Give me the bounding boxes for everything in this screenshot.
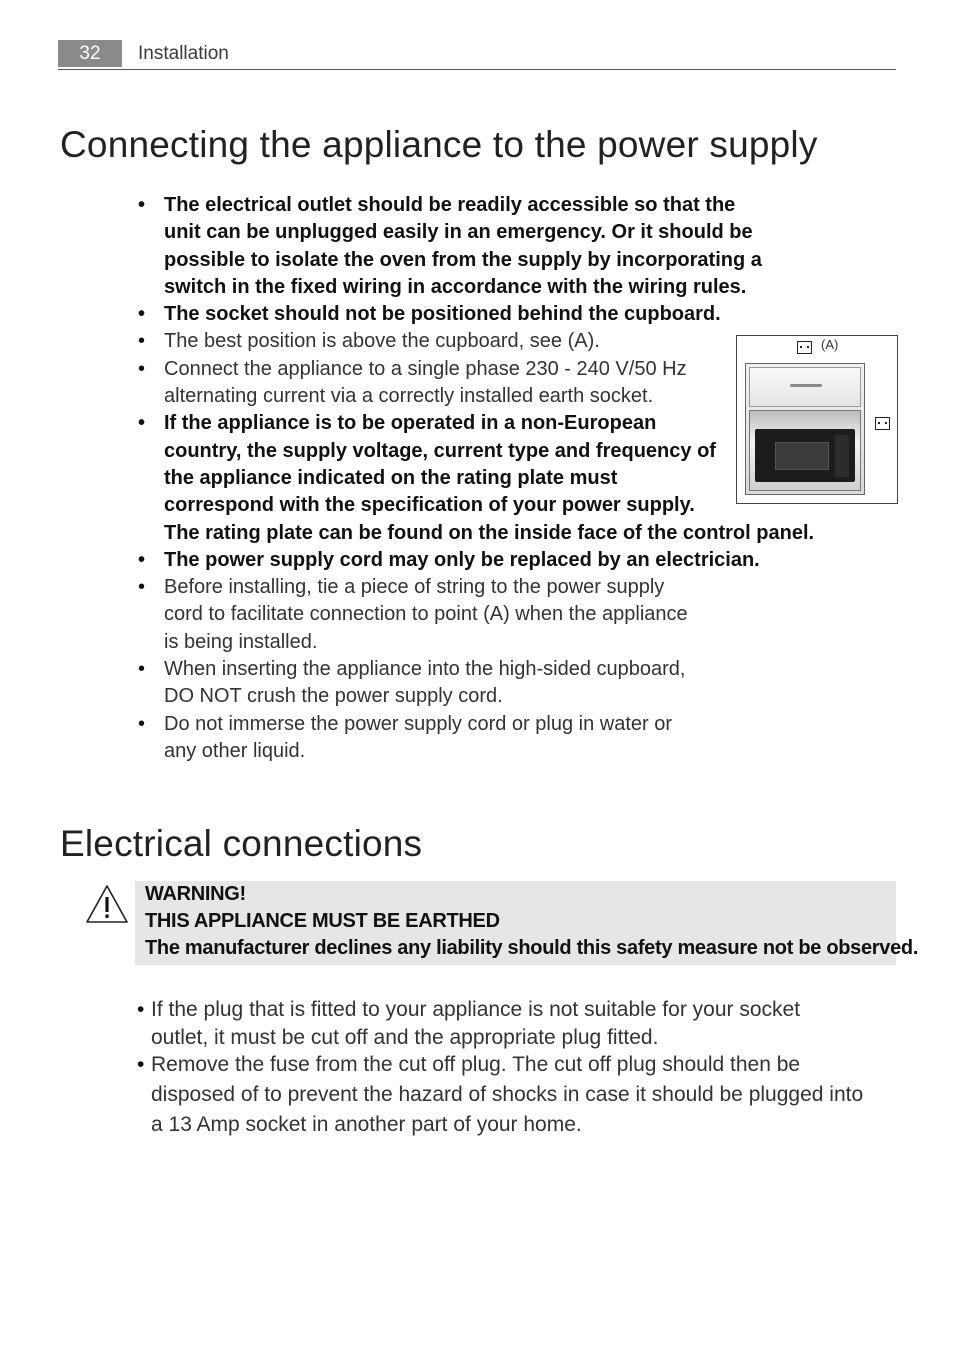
page-header <box>58 40 896 70</box>
oven-door <box>755 429 855 482</box>
oven-illustration <box>749 410 861 491</box>
section-label: Installation <box>138 43 229 64</box>
installation-figure <box>736 335 898 504</box>
electrical-connections-list <box>137 996 897 1140</box>
list-item: • The socket should not be positioned behind the cupboard. <box>136 301 836 328</box>
list-item: • The power supply cord may only be replaced by an electrician. <box>136 547 836 574</box>
page-number: 32 <box>58 40 122 67</box>
list-item: • If the plug that is fitted to your appliance is not suitable for your socket outlet, it must be cut off and the appropriate plug fitted. <box>137 996 897 1052</box>
list-item: • The electrical outlet should be readily accessible so that the unit can be unplugged easily in an emergency. Or it should be possible to isolate the oven from the supply by incorporating a switch in the fixed wiring in accordance with the wiring rules. <box>136 192 836 301</box>
section-title-electrical-connections: Electrical connections <box>60 823 423 864</box>
list-item: • Do not immerse the power supply cord or plug in water or any other liquid. <box>136 711 836 766</box>
warning-liability: The manufacturer declines any liability should this safety measure not be observed. <box>145 937 919 959</box>
oven-window <box>775 442 829 470</box>
cabinet-handle <box>790 384 822 387</box>
list-item: • Remove the fuse from the cut off plug. The cut off plug should then be disposed of to prevent the hazard of shocks in case it should be plugged into a 13 Amp socket in another part of your home. <box>137 1050 897 1140</box>
power-supply-list <box>136 192 839 765</box>
figure-label: (A) <box>821 337 839 352</box>
list-item: • Connect the appliance to a single phase 230 - 240 V/50 Hz alternating current via a correctly installed earth socket. <box>136 356 836 411</box>
socket-icon <box>875 417 890 430</box>
cupboard-illustration <box>745 363 865 495</box>
list-item: • If the appliance is to be operated in a non-European country, the supply voltage, current type and frequency of the appliance indicated on the rating plate must correspond with the specification of your power supply. The rating plate can be found on the inside face of the control panel. <box>136 410 836 546</box>
oven-control-panel <box>835 435 849 477</box>
warning-heading: WARNING! <box>145 883 246 905</box>
list-item: • Before installing, tie a piece of string to the power supply cord to facilitate connection to point (A) when the appliance is being installed. <box>136 574 836 656</box>
upper-cabinet <box>749 367 861 407</box>
list-item: • When inserting the appliance into the high-sided cupboard, DO NOT crush the power supply cord. <box>136 656 836 711</box>
socket-icon <box>797 341 812 354</box>
warning-box <box>135 881 919 965</box>
section-title-power-supply: Connecting the appliance to the power supply <box>60 124 818 165</box>
warning-earthed: THIS APPLIANCE MUST BE EARTHED <box>145 910 500 932</box>
list-item: • The best position is above the cupboard, see (A). <box>136 328 836 355</box>
warning-triangle-icon <box>84 883 130 925</box>
